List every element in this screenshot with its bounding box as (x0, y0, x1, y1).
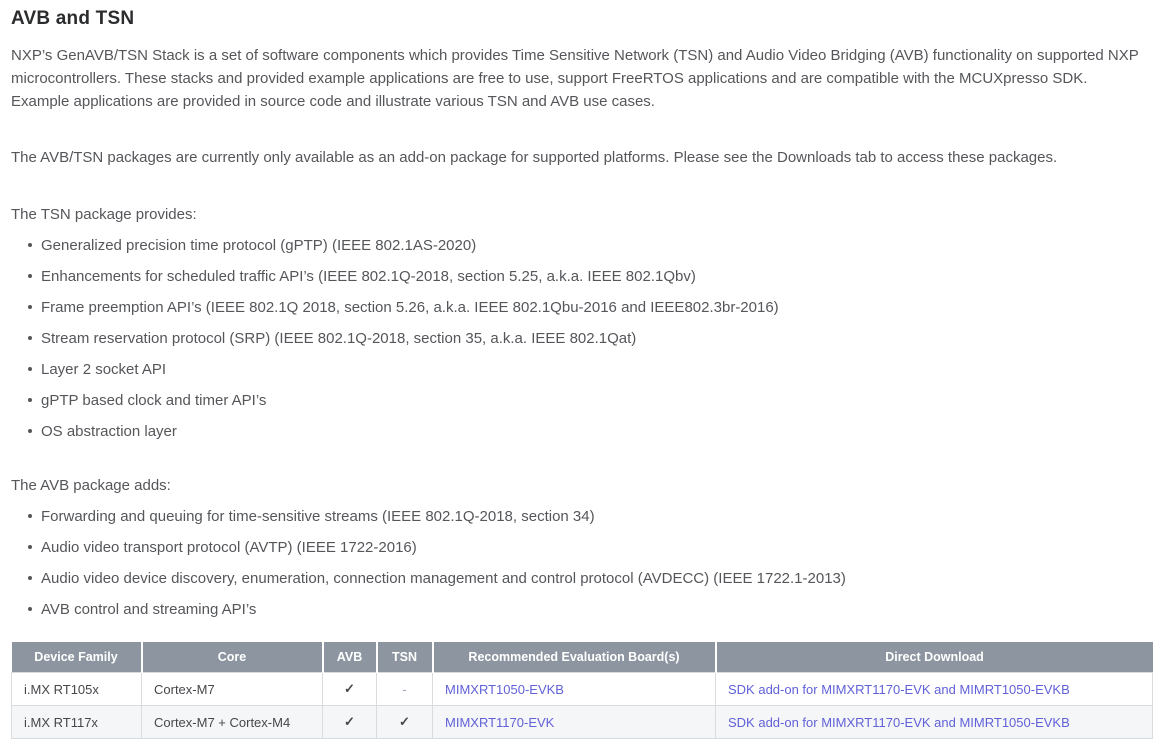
page-title: AVB and TSN (11, 8, 135, 29)
list-item: Frame preemption API’s (IEEE 802.1Q 2018, section 5.26, a.k.a. IEEE 802.1Qbu-2016 and IEEE802.3br-2016) (30, 297, 1152, 318)
intro-paragraph: NXP’s GenAVB/TSN Stack is a set of software components which provides Time Sensitive Network (TSN) and Audio Video Bridging (AVB) functionality on supported NXP microcontrollers. These stacks and provided example applications are free to use, support FreeRTOS applications and are compatible with the MCUXpresso SDK. Example applications are provided in source code and illustrate various TSN and AVB use cases. (11, 47, 1139, 110)
download-link[interactable]: SDK add-on for MIMXRT1170-EVK and MIMRT1050-EVKB (728, 681, 1070, 697)
avb-list-title: The AVB package adds: (11, 477, 171, 494)
board-cell (433, 706, 716, 739)
core-cell: Cortex-M7 (142, 673, 323, 706)
column-header-device-family: Device Family (12, 642, 142, 673)
column-header-tsn: TSN (377, 642, 433, 673)
board-cell (433, 673, 716, 706)
download-cell (716, 673, 1153, 706)
core-cell: Cortex-M7 + Cortex-M4 (142, 706, 323, 739)
table-row (12, 673, 1153, 706)
column-header-core: Core (142, 642, 323, 673)
board-link[interactable]: MIMXRT1050-EVKB (445, 681, 564, 697)
device-family-cell: i.MX RT105x (12, 673, 142, 706)
list-item: Generalized precision time protocol (gPTP) (IEEE 802.1AS-2020) (30, 235, 1152, 256)
column-header-avb: AVB (323, 642, 377, 673)
column-header-download: Direct Download (716, 642, 1153, 673)
list-item: Layer 2 socket API (30, 359, 1152, 380)
avb-feature-list (11, 506, 1152, 620)
list-item: Audio video transport protocol (AVTP) (IEEE 1722-2016) (30, 537, 1152, 558)
availability-paragraph: The AVB/TSN packages are currently only available as an add-on package for supported platforms. Please see the Downloads tab to access these packages. (11, 149, 1058, 166)
list-item: Audio video device discovery, enumeration, connection management and control protocol (AVDECC) (IEEE 1722.1-2013) (30, 568, 1152, 589)
list-item: AVB control and streaming API’s (30, 599, 1152, 620)
support-table (11, 642, 1153, 739)
tsn-dash-icon: - (377, 673, 433, 706)
tsn-list-title: The TSN package provides: (11, 206, 197, 223)
column-header-boards: Recommended Evaluation Board(s) (433, 642, 716, 673)
download-cell (716, 706, 1153, 739)
download-link[interactable]: SDK add-on for MIMXRT1170-EVK and MIMRT1050-EVKB (728, 714, 1070, 730)
device-family-cell: i.MX RT117x (12, 706, 142, 739)
list-item: OS abstraction layer (30, 421, 1152, 442)
tsn-check-icon: ✓ (377, 706, 433, 739)
avb-check-icon: ✓ (323, 706, 377, 739)
avb-check-icon: ✓ (323, 673, 377, 706)
tsn-feature-list (11, 235, 1152, 442)
table-header-row (12, 642, 1153, 673)
list-item: Forwarding and queuing for time-sensitive streams (IEEE 802.1Q-2018, section 34) (30, 506, 1152, 527)
board-link[interactable]: MIMXRT1170-EVK (445, 714, 555, 730)
table-row (12, 706, 1153, 739)
list-item: gPTP based clock and timer API’s (30, 390, 1152, 411)
list-item: Enhancements for scheduled traffic API’s (IEEE 802.1Q-2018, section 5.25, a.k.a. IEEE 802.1Qbv) (30, 266, 1152, 287)
list-item: Stream reservation protocol (SRP) (IEEE 802.1Q-2018, section 35, a.k.a. IEEE 802.1Qat) (30, 328, 1152, 349)
